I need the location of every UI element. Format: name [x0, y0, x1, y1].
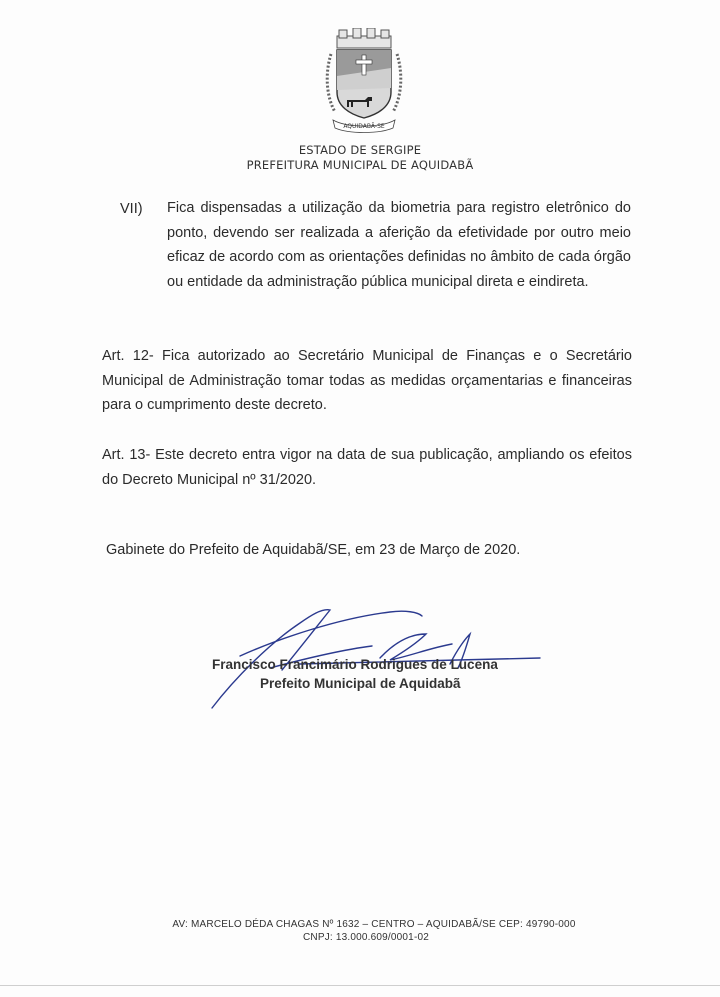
header-prefeitura: PREFEITURA MUNICIPAL DE AQUIDABÃ: [246, 158, 474, 172]
item-vii-text: Fica dispensadas a utilização da biometria para registro eletrônico do ponto, devendo ser realizada a aferição da efetividade por outro meio eficaz de acordo com as orientações definidas no âmbito de cada órgão ou entidade da administração pública municipal direta e eindireta.: [167, 200, 631, 290]
page-edge-rule: [0, 985, 720, 986]
signer-name: Francisco Francimário Rodrigues de Lucena: [212, 657, 498, 672]
svg-text:AQUIDABÃ-SE: AQUIDABÃ-SE: [343, 123, 385, 130]
footer-address: AV: MARCELO DÉDA CHAGAS Nº 1632 – CENTRO – AQUIDABÃ/SE CEP: 49790-000: [172, 919, 576, 930]
municipal-crest-icon: [323, 28, 405, 136]
header-state: ESTADO DE SERGIPE: [298, 143, 422, 157]
signer-role: Prefeito Municipal de Aquidabã: [260, 676, 461, 691]
closing-line: Gabinete do Prefeito de Aquidabã/SE, em 23 de Março de 2020.: [106, 542, 521, 558]
footer-cnpj: CNPJ: 13.000.609/0001-02: [303, 932, 429, 943]
item-number: VII): [120, 201, 143, 217]
article-12: Art. 12- Fica autorizado ao Secretário Municipal de Finanças e o Secretário Municipal de Administração tomar todas as medidas orçamentarias e financeiras para o cumprimento deste decreto.: [102, 348, 632, 414]
article-13: Art. 13- Este decreto entra vigor na data de sua publicação, ampliando os efeitos do Decreto Municipal nº 31/2020.: [102, 447, 632, 488]
handwritten-signature-icon: [190, 598, 550, 714]
